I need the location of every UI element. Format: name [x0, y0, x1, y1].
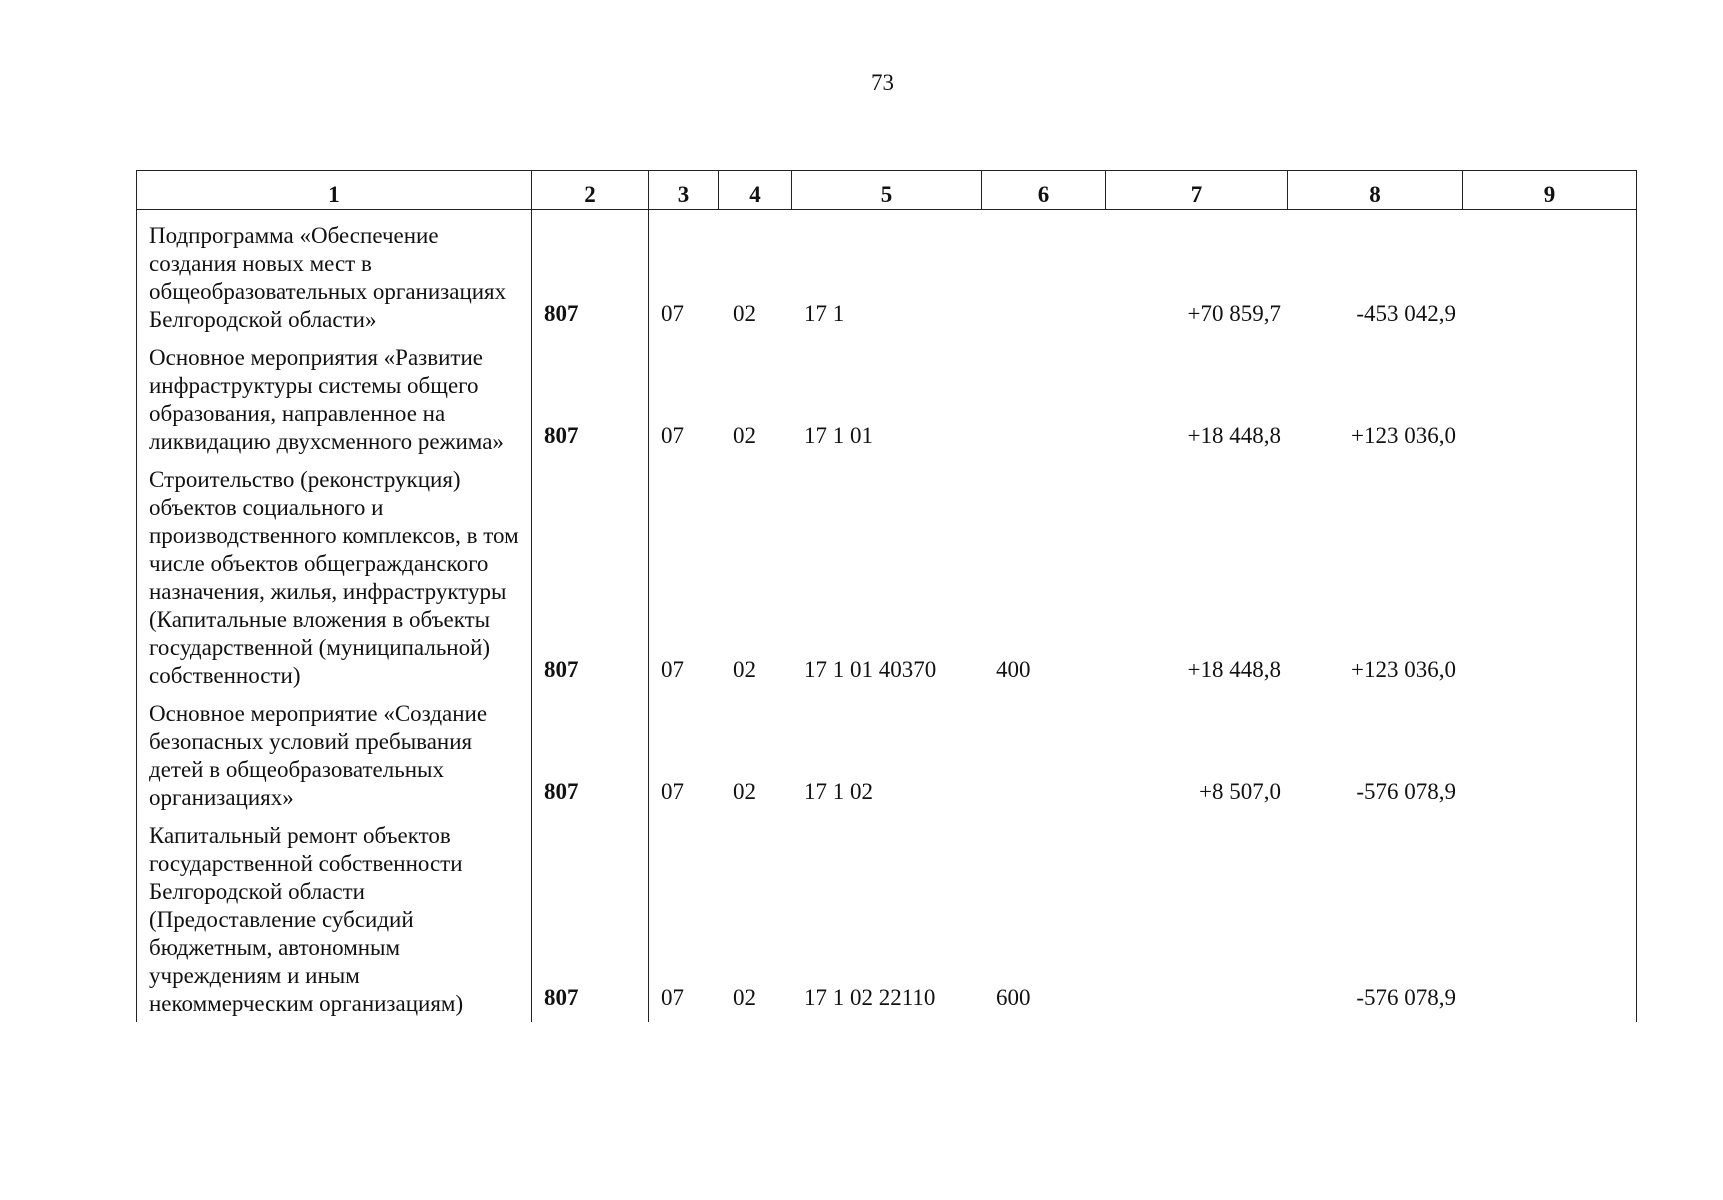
ministry-code-cell: 807: [532, 216, 649, 338]
amount-col9-cell: [1463, 216, 1637, 338]
page-number: 73: [871, 70, 894, 95]
ministry-code-cell: 807: [532, 338, 649, 460]
amount-col8-cell: +123 036,0: [1351, 423, 1456, 448]
amount-col9-cell: [1463, 460, 1637, 694]
amount-col8-cell: -576 078,9: [1356, 779, 1456, 804]
section-code-cell: 07: [649, 460, 719, 694]
row-name-cell: Капитальный ремонт объектов государственной собственности Белгородской области (Предоставление субсидий бюджетным, автономным учреждениям и иным некоммерческим организациям): [137, 816, 532, 1022]
table-row: [137, 694, 1637, 816]
table-row: [137, 460, 1637, 694]
target-article-cell: 17 1: [804, 301, 845, 326]
section-code-cell: 07: [649, 694, 719, 816]
header-cell-3: 3: [649, 171, 719, 210]
target-article-cell: 17 1 01 40370: [804, 657, 937, 682]
expense-type-cell: 400: [996, 657, 1031, 682]
header-cell-7: 7: [1106, 171, 1288, 210]
subsection-code-cell: 02: [733, 423, 756, 448]
amount-col7-cell: +18 448,8: [1187, 657, 1281, 682]
row-name-cell: Основное мероприятия «Развитие инфраструктуры системы общего образования, направленное на ликвидацию двухсменного режима»: [137, 338, 532, 460]
amount-col8-cell: -576 078,9: [1356, 985, 1456, 1010]
expense-type-cell: [982, 216, 1106, 338]
expense-type-cell: 600: [996, 985, 1031, 1010]
ministry-code-cell: 807: [532, 460, 649, 694]
ministry-code-cell: 807: [532, 694, 649, 816]
target-article-cell: 17 1 01: [804, 423, 873, 448]
row-name-cell: Подпрограмма «Обеспечение создания новых мест в общеобразовательных организациях Белгородской области»: [137, 216, 532, 338]
header-cell-6: 6: [982, 171, 1106, 210]
row-name-cell: Строительство (реконструкция) объектов социального и производственного комплексов, в том числе объектов общегражданского назначения, жилья, инфраструктуры (Капитальные вложения в объекты государственной (муниципальной) собственности): [137, 460, 532, 694]
table-row: [137, 816, 1637, 1022]
subsection-code-cell: 02: [733, 985, 756, 1010]
subsection-code-cell: 02: [733, 779, 756, 804]
ministry-code-cell: 807: [532, 816, 649, 1022]
subsection-code-cell: 02: [733, 657, 756, 682]
amount-col7-cell: [1106, 816, 1288, 1022]
header-cell-8: 8: [1288, 171, 1463, 210]
header-cell-2: 2: [532, 171, 649, 210]
budget-table-container: [136, 170, 1636, 1022]
header-cell-4: 4: [719, 171, 792, 210]
amount-col9-cell: [1463, 338, 1637, 460]
amount-col9-cell: [1463, 816, 1637, 1022]
header-cell-1: 1: [137, 171, 532, 210]
header-row: [137, 171, 1637, 210]
amount-col7-cell: +8 507,0: [1199, 779, 1281, 804]
target-article-cell: 17 1 02 22110: [804, 985, 936, 1010]
section-code-cell: 07: [649, 338, 719, 460]
header-cell-9: 9: [1463, 171, 1637, 210]
amount-col7-cell: +18 448,8: [1187, 423, 1281, 448]
amount-col8-cell: -453 042,9: [1356, 301, 1456, 326]
table-body: [137, 210, 1637, 1023]
header-cell-5: 5: [792, 171, 982, 210]
table-row: [137, 338, 1637, 460]
amount-col7-cell: +70 859,7: [1187, 301, 1281, 326]
row-name-cell: Основное мероприятие «Создание безопасных условий пребывания детей в общеобразовательных организациях»: [137, 694, 532, 816]
amount-col9-cell: [1463, 694, 1637, 816]
target-article-cell: 17 1 02: [804, 779, 873, 804]
section-code-cell: 07: [649, 216, 719, 338]
section-code-cell: 07: [649, 816, 719, 1022]
subsection-code-cell: 02: [733, 301, 756, 326]
table-row: [137, 216, 1637, 338]
amount-col8-cell: +123 036,0: [1351, 657, 1456, 682]
expense-type-cell: [982, 338, 1106, 460]
table-header: [137, 171, 1637, 210]
budget-table: [136, 170, 1637, 1022]
expense-type-cell: [982, 694, 1106, 816]
